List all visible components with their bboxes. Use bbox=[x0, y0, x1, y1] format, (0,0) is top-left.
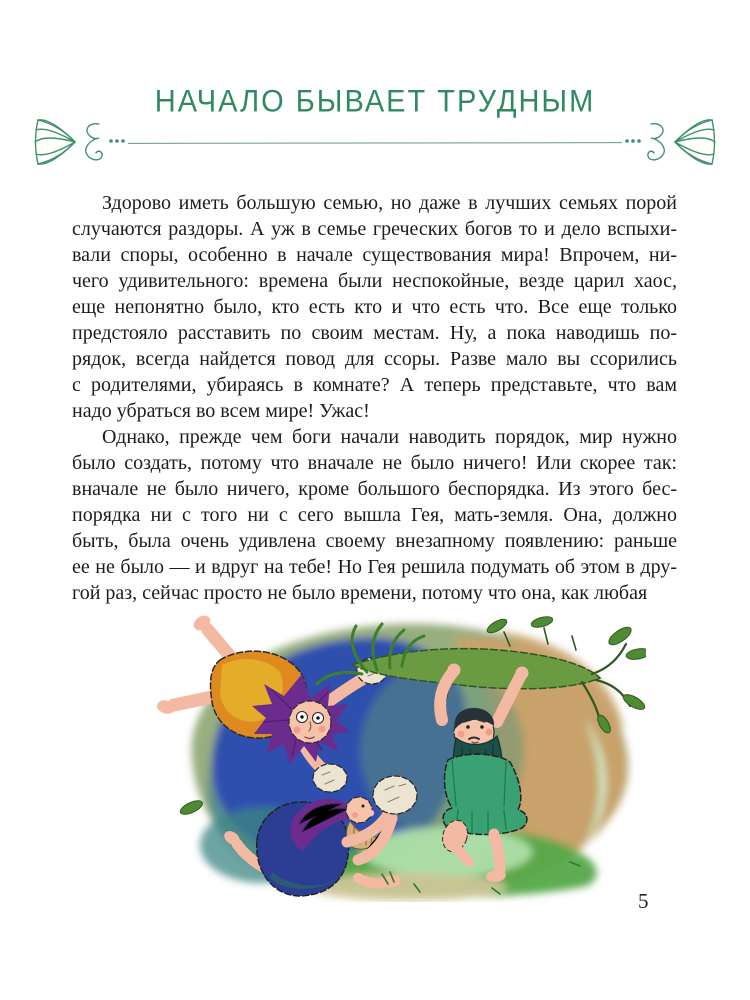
paragraph bbox=[72, 424, 677, 606]
text-line: ее не было — и вдруг на тебе! Но Гея решила подумать об этом в дру- bbox=[72, 556, 677, 578]
text-line: было создать, потому что вначале не было ничего! Или скорее так: bbox=[72, 452, 677, 474]
text-line: вначале не было ничего, кроме большого беспорядка. Из этого бес- bbox=[72, 478, 677, 500]
text-line: порядка ни с того ни с сего вышла Гея, мать-земля. Она, должно bbox=[72, 504, 677, 526]
chapter-divider bbox=[33, 112, 717, 172]
text-line: Однако, прежде чем боги начали наводить порядок, мир нужно bbox=[102, 426, 677, 448]
text-line: надо убраться во всем мире! Ужас! bbox=[72, 400, 370, 422]
text-line: рядок, всегда найдется повод для ссоры. Разве мало вы ссорились bbox=[72, 348, 677, 370]
text-line: вали споры, особенно в начале существования мира! Впрочем, ни- bbox=[72, 244, 677, 266]
text-line: Здорово иметь большую семью, но даже в лучших семьях порой bbox=[102, 192, 677, 214]
chapter-title: НАЧАЛО БЫВАЕТ ТРУДНЫМ bbox=[154, 84, 596, 120]
text-line: быть, была очень удивлена своему внезапному появлению: раньше bbox=[72, 530, 677, 552]
text-line: чего удивительного: времена были неспокойные, везде царил хаос, bbox=[72, 270, 677, 292]
flourish-left-icon bbox=[33, 112, 128, 172]
text-line: случаются раздоры. А уж в семье греческих богов то и дело вспыхи- bbox=[72, 218, 677, 240]
text-line: еще непонятно было, кто есть кто и что есть что. Все еще только bbox=[72, 296, 677, 318]
text-line: предстояло расставить по своим местам. Ну, а пока наводишь по- bbox=[72, 322, 677, 344]
divider-rule bbox=[128, 142, 622, 144]
text-line: с родителями, убираясь в комнате? А теперь представьте, что вам bbox=[72, 374, 677, 396]
paragraph bbox=[72, 190, 677, 424]
text-line: гой раз, сейчас просто не было времени, потому что она, как любая bbox=[72, 582, 648, 604]
page-number: 5 bbox=[638, 889, 649, 913]
flourish-right-icon bbox=[622, 112, 717, 172]
body-text bbox=[72, 190, 677, 606]
chapter-illustration bbox=[152, 610, 646, 902]
